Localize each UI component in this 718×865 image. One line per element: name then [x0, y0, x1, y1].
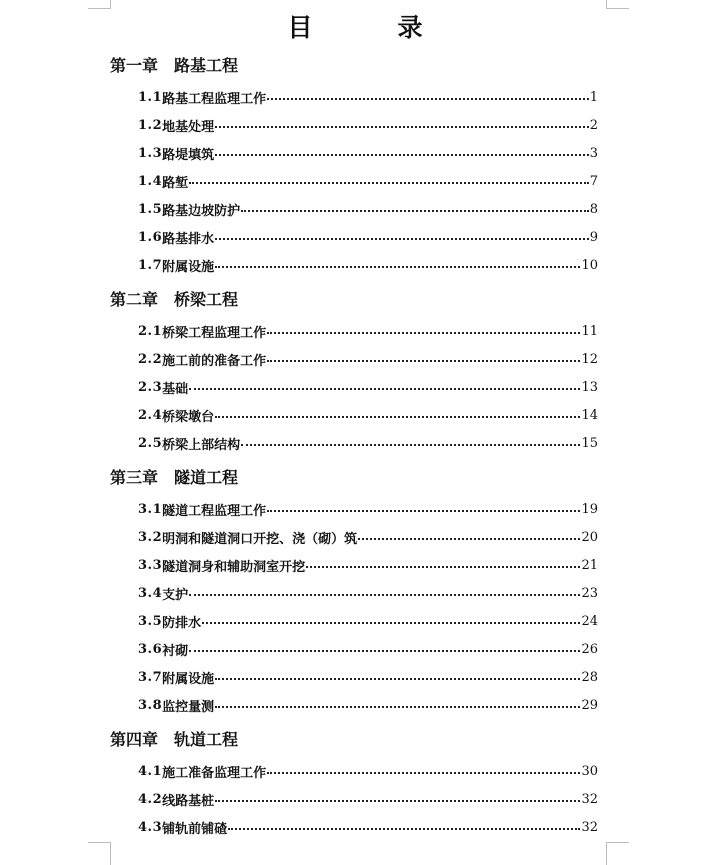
entry-number: 1.3 — [138, 145, 163, 161]
entry-number: 3.5 — [138, 613, 163, 629]
toc-entry[interactable] — [138, 583, 598, 603]
entry-title: 铺轨前铺碴 — [162, 821, 228, 837]
entry-page: 2 — [589, 117, 598, 133]
entry-title: 隧道洞身和辅助洞室开挖 — [162, 559, 306, 575]
entry-number: 2.2 — [138, 351, 163, 367]
dot-leader — [189, 650, 580, 652]
entry-title: 路基排水 — [162, 231, 215, 247]
entry-page: 10 — [581, 257, 598, 273]
toc-entry[interactable] — [138, 255, 598, 275]
chapter-heading: 第四章 轨道工程 — [110, 730, 239, 749]
entry-title: 桥梁墩台 — [162, 409, 215, 425]
entry-number: 3.3 — [138, 557, 163, 573]
entry-number: 4.1 — [138, 763, 163, 779]
entry-number: 3.6 — [138, 641, 163, 657]
toc-entry[interactable] — [138, 87, 598, 107]
entry-page: 29 — [581, 697, 598, 713]
entry-page: 32 — [581, 819, 598, 835]
entry-title: 施工准备监理工作 — [162, 765, 267, 781]
toc-entry[interactable] — [138, 199, 598, 219]
entry-title: 防排水 — [162, 615, 202, 631]
dot-leader — [241, 210, 589, 212]
entry-title: 地基处理 — [162, 119, 215, 135]
entry-title: 监控量测 — [162, 699, 215, 715]
entry-page: 11 — [581, 323, 598, 339]
dot-leader — [189, 388, 580, 390]
entry-page: 12 — [581, 351, 598, 367]
dot-leader — [215, 706, 580, 708]
entry-number: 4.3 — [138, 819, 163, 835]
dot-leader — [306, 566, 580, 568]
entry-number: 1.1 — [138, 89, 163, 105]
entry-title: 路基边坡防护 — [162, 203, 241, 219]
toc-entry[interactable] — [138, 667, 598, 687]
entry-number: 2.4 — [138, 407, 163, 423]
entry-page: 30 — [581, 763, 598, 779]
entry-page: 3 — [589, 145, 598, 161]
entry-number: 3.1 — [138, 501, 163, 517]
dot-leader — [358, 538, 580, 540]
entry-title: 附属设施 — [162, 671, 215, 687]
entry-title: 附属设施 — [162, 259, 215, 275]
toc-entry[interactable] — [138, 499, 598, 519]
entry-number: 1.2 — [138, 117, 163, 133]
toc-entry[interactable] — [138, 405, 598, 425]
dot-leader — [215, 238, 589, 240]
toc-entry[interactable] — [138, 115, 598, 135]
entry-title: 桥梁工程监理工作 — [162, 325, 267, 341]
toc-entry[interactable] — [138, 761, 598, 781]
toc-entry[interactable] — [138, 377, 598, 397]
dot-leader — [215, 126, 589, 128]
entry-title: 隧道工程监理工作 — [162, 503, 267, 519]
entry-number: 4.2 — [138, 791, 163, 807]
entry-number: 1.6 — [138, 229, 163, 245]
dot-leader — [189, 182, 589, 184]
dot-leader — [267, 360, 580, 362]
entry-page: 9 — [589, 229, 598, 245]
entry-page: 20 — [581, 529, 598, 545]
entry-title: 桥梁上部结构 — [162, 437, 241, 453]
entry-page: 26 — [581, 641, 598, 657]
toc-entry[interactable] — [138, 789, 598, 809]
entry-number: 2.5 — [138, 435, 163, 451]
entry-page: 13 — [581, 379, 598, 395]
entry-number: 3.7 — [138, 669, 163, 685]
toc-entry[interactable] — [138, 171, 598, 191]
chapter-heading: 第二章 桥梁工程 — [110, 290, 239, 309]
entry-page: 19 — [581, 501, 598, 517]
toc-entry[interactable] — [138, 433, 598, 453]
entry-page: 24 — [581, 613, 598, 629]
dot-leader — [267, 772, 580, 774]
dot-leader — [215, 416, 580, 418]
dot-leader — [215, 154, 589, 156]
dot-leader — [202, 622, 580, 624]
toc-entry[interactable] — [138, 695, 598, 715]
entry-number: 3.8 — [138, 697, 163, 713]
dot-leader — [267, 332, 580, 334]
chapter-heading: 第三章 隧道工程 — [110, 468, 239, 487]
dot-leader — [267, 510, 580, 512]
entry-number: 3.4 — [138, 585, 163, 601]
toc-entry[interactable] — [138, 611, 598, 631]
toc-entry[interactable] — [138, 817, 598, 837]
toc-entry[interactable] — [138, 349, 598, 369]
dot-leader — [189, 594, 580, 596]
entry-number: 3.2 — [138, 529, 163, 545]
entry-page: 14 — [581, 407, 598, 423]
entry-page: 28 — [581, 669, 598, 685]
entry-page: 23 — [581, 585, 598, 601]
entry-page: 32 — [581, 791, 598, 807]
entry-title: 线路基桩 — [162, 793, 215, 809]
toc-entry[interactable] — [138, 527, 598, 547]
entry-title: 支护 — [162, 587, 189, 603]
entry-page: 7 — [589, 173, 598, 189]
page-corner-mark — [88, 842, 111, 865]
toc-entry[interactable] — [138, 639, 598, 659]
entry-page: 8 — [589, 201, 598, 217]
toc-entry[interactable] — [138, 227, 598, 247]
entry-page: 15 — [581, 435, 598, 451]
entry-number: 1.5 — [138, 201, 163, 217]
page-title: 目 录 — [287, 13, 453, 42]
page-corner-mark — [606, 842, 629, 865]
dot-leader — [215, 800, 580, 802]
entry-title: 明洞和隧道洞口开挖、浇（砌）筑 — [162, 531, 358, 547]
dot-leader — [228, 828, 580, 830]
entry-title: 施工前的准备工作 — [162, 353, 267, 369]
entry-title: 路基工程监理工作 — [162, 91, 267, 107]
entry-title: 路堤填筑 — [162, 147, 215, 163]
entry-page: 21 — [581, 557, 598, 573]
entry-number: 1.4 — [138, 173, 163, 189]
dot-leader — [241, 444, 580, 446]
entry-title: 基础 — [162, 381, 189, 397]
toc-entry[interactable] — [138, 555, 598, 575]
entry-title: 衬砌 — [162, 643, 189, 659]
entry-title: 路堑 — [162, 175, 189, 191]
entry-number: 2.1 — [138, 323, 163, 339]
dot-leader — [215, 678, 580, 680]
toc-entry[interactable] — [138, 321, 598, 341]
dot-leader — [215, 266, 580, 268]
chapter-heading: 第一章 路基工程 — [110, 56, 239, 75]
toc-entry[interactable] — [138, 143, 598, 163]
entry-number: 1.7 — [138, 257, 163, 273]
entry-number: 2.3 — [138, 379, 163, 395]
dot-leader — [267, 98, 589, 100]
entry-page: 1 — [589, 89, 598, 105]
